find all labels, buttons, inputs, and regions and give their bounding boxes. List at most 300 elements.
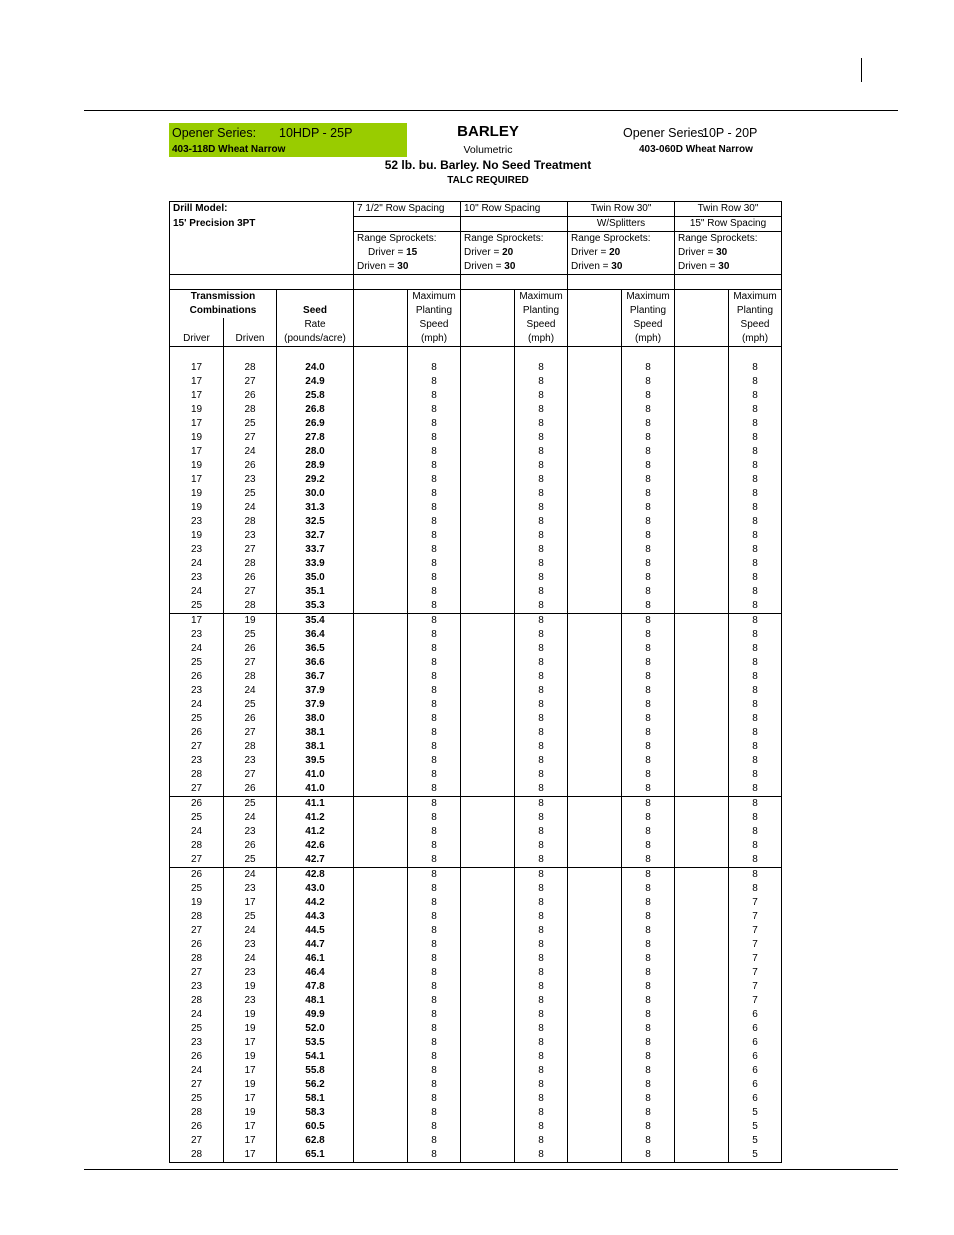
driver-cell: 17 bbox=[170, 473, 224, 487]
seed-rate-cell: 52.0 bbox=[277, 1022, 354, 1036]
speed-twin-15-cell: 8 bbox=[729, 487, 782, 501]
spacer-cell bbox=[354, 417, 408, 431]
table-row bbox=[170, 585, 782, 599]
speed-10-cell: 8 bbox=[515, 811, 568, 825]
speed-7-5-cell: 8 bbox=[408, 515, 461, 529]
table-row bbox=[170, 403, 782, 417]
table-row bbox=[170, 1120, 782, 1134]
speed-twin-splitters-cell: 8 bbox=[622, 515, 675, 529]
spacer-cell bbox=[675, 1148, 729, 1163]
speed-twin-splitters-cell: 8 bbox=[622, 768, 675, 782]
left-opener-part: 403-118D Wheat Narrow bbox=[172, 144, 286, 155]
speed-twin-splitters-cell: 8 bbox=[622, 375, 675, 389]
speed-7-5-cell: 8 bbox=[408, 431, 461, 445]
driven-cell: 17 bbox=[224, 1092, 277, 1106]
driven-cell: 17 bbox=[224, 1148, 277, 1163]
page-title: BARLEY bbox=[457, 123, 519, 140]
speed-7-5-cell: 8 bbox=[408, 740, 461, 754]
speed-10-cell: 8 bbox=[515, 1008, 568, 1022]
speed-10-cell: 8 bbox=[515, 797, 568, 812]
spacer-cell bbox=[354, 473, 408, 487]
speed-7-5-cell: 8 bbox=[408, 1008, 461, 1022]
spacer-cell bbox=[354, 952, 408, 966]
speed-twin-15-cell: 8 bbox=[729, 571, 782, 585]
spacer-cell bbox=[461, 1036, 515, 1050]
driver-cell: 28 bbox=[170, 910, 224, 924]
left-opener-value: 10HDP - 25P bbox=[279, 126, 353, 140]
seed-rate-cell: 62.8 bbox=[277, 1134, 354, 1148]
spacer-cell bbox=[354, 896, 408, 910]
spacer-cell bbox=[354, 403, 408, 417]
speed-twin-splitters-cell: 8 bbox=[622, 825, 675, 839]
spacer-cell bbox=[461, 910, 515, 924]
speed-7-5-cell: 8 bbox=[408, 797, 461, 812]
driver-cell: 19 bbox=[170, 896, 224, 910]
spacer-cell bbox=[568, 1050, 622, 1064]
speed-10-cell: 8 bbox=[515, 1148, 568, 1163]
speed-7-5-cell: 8 bbox=[408, 684, 461, 698]
spacer-cell bbox=[675, 811, 729, 825]
speed-twin-splitters-cell: 8 bbox=[622, 782, 675, 797]
driver-cell: 28 bbox=[170, 768, 224, 782]
spacer-cell bbox=[568, 557, 622, 571]
speed-twin-splitters-cell: 8 bbox=[622, 543, 675, 557]
spacer-cell bbox=[461, 740, 515, 754]
speed-twin-splitters-cell: 8 bbox=[622, 656, 675, 670]
speed-twin-15-cell: 8 bbox=[729, 628, 782, 642]
spacer-cell bbox=[354, 614, 408, 629]
speed-twin-splitters-cell: 8 bbox=[622, 684, 675, 698]
table-row bbox=[170, 740, 782, 754]
spacer-cell bbox=[568, 501, 622, 515]
seed-rate-cell: 25.8 bbox=[277, 389, 354, 403]
table-row bbox=[170, 445, 782, 459]
table-row bbox=[170, 797, 782, 812]
speed-twin-15-cell: 8 bbox=[729, 375, 782, 389]
max-speed-h1-c: Speed bbox=[408, 318, 461, 332]
spacing-4-line1: Twin Row 30" bbox=[675, 202, 782, 217]
seed-rate-cell: 65.1 bbox=[277, 1148, 354, 1163]
seed-rate-cell: 36.7 bbox=[277, 670, 354, 684]
speed-10-cell: 8 bbox=[515, 445, 568, 459]
top-rule bbox=[84, 110, 898, 111]
speed-twin-splitters-cell: 8 bbox=[622, 557, 675, 571]
table-row bbox=[170, 1134, 782, 1148]
max-speed-h4-c: Speed bbox=[729, 318, 782, 332]
spacer-cell bbox=[675, 910, 729, 924]
spacer-cell bbox=[568, 431, 622, 445]
spacer-cell bbox=[461, 1148, 515, 1163]
speed-twin-splitters-cell: 8 bbox=[622, 670, 675, 684]
spacer-cell bbox=[354, 1148, 408, 1163]
seed-rate-cell: 35.3 bbox=[277, 599, 354, 614]
spacer-cell bbox=[675, 389, 729, 403]
seed-rate-cell: 24.9 bbox=[277, 375, 354, 389]
seed-rate-cell: 35.0 bbox=[277, 571, 354, 585]
spacer-cell bbox=[354, 740, 408, 754]
driven-cell: 23 bbox=[224, 882, 277, 896]
speed-7-5-cell: 8 bbox=[408, 459, 461, 473]
speed-twin-15-cell: 8 bbox=[729, 712, 782, 726]
spacer-cell bbox=[461, 501, 515, 515]
table-row bbox=[170, 868, 782, 883]
speed-twin-15-cell: 6 bbox=[729, 1064, 782, 1078]
table-row bbox=[170, 1064, 782, 1078]
speed-7-5-cell: 8 bbox=[408, 529, 461, 543]
spacer-cell bbox=[354, 797, 408, 812]
spacer-cell bbox=[461, 515, 515, 529]
seed-rate-cell: 29.2 bbox=[277, 473, 354, 487]
speed-twin-splitters-cell: 8 bbox=[622, 853, 675, 868]
spacer-cell bbox=[675, 797, 729, 812]
spacer-cell bbox=[568, 768, 622, 782]
spacer-cell bbox=[461, 1106, 515, 1120]
speed-7-5-cell: 8 bbox=[408, 543, 461, 557]
speed-twin-splitters-cell: 8 bbox=[622, 417, 675, 431]
speed-twin-splitters-cell: 8 bbox=[622, 599, 675, 614]
spacer-cell bbox=[568, 361, 622, 375]
driver-cell: 27 bbox=[170, 1134, 224, 1148]
table-row bbox=[170, 712, 782, 726]
table-row bbox=[170, 656, 782, 670]
speed-twin-15-cell: 7 bbox=[729, 952, 782, 966]
table-row bbox=[170, 529, 782, 543]
driver-cell: 19 bbox=[170, 403, 224, 417]
driven-cell: 26 bbox=[224, 642, 277, 656]
table-row bbox=[170, 642, 782, 656]
speed-twin-splitters-cell: 8 bbox=[622, 1022, 675, 1036]
speed-7-5-cell: 8 bbox=[408, 882, 461, 896]
spacer-cell bbox=[568, 614, 622, 629]
driven-cell: 24 bbox=[224, 445, 277, 459]
spacer-cell bbox=[568, 839, 622, 853]
seed-rate-cell: 41.0 bbox=[277, 768, 354, 782]
spacer-cell bbox=[461, 417, 515, 431]
speed-7-5-cell: 8 bbox=[408, 966, 461, 980]
driver-cell: 23 bbox=[170, 754, 224, 768]
speed-twin-splitters-cell: 8 bbox=[622, 1064, 675, 1078]
driver-cell: 19 bbox=[170, 529, 224, 543]
spacer-cell bbox=[354, 839, 408, 853]
spacer-cell bbox=[675, 980, 729, 994]
spacer-cell bbox=[461, 811, 515, 825]
speed-10-cell: 8 bbox=[515, 924, 568, 938]
speed-twin-15-cell: 8 bbox=[729, 403, 782, 417]
driver-cell: 25 bbox=[170, 712, 224, 726]
speed-7-5-cell: 8 bbox=[408, 782, 461, 797]
driven-cell: 25 bbox=[224, 853, 277, 868]
driven-cell: 23 bbox=[224, 754, 277, 768]
spacer-cell bbox=[568, 529, 622, 543]
spacer-cell bbox=[675, 712, 729, 726]
spacer-cell bbox=[568, 1064, 622, 1078]
speed-10-cell: 8 bbox=[515, 1078, 568, 1092]
max-speed-h2-d: (mph) bbox=[515, 332, 568, 347]
speed-10-cell: 8 bbox=[515, 529, 568, 543]
spacer-cell bbox=[354, 628, 408, 642]
speed-7-5-cell: 8 bbox=[408, 557, 461, 571]
driver-cell: 27 bbox=[170, 966, 224, 980]
spacer-cell bbox=[675, 782, 729, 797]
speed-twin-splitters-cell: 8 bbox=[622, 403, 675, 417]
speed-10-cell: 8 bbox=[515, 1106, 568, 1120]
driver-cell: 24 bbox=[170, 585, 224, 599]
speed-twin-splitters-cell: 8 bbox=[622, 1148, 675, 1163]
spacer-cell bbox=[568, 712, 622, 726]
speed-7-5-cell: 8 bbox=[408, 853, 461, 868]
driven-cell: 27 bbox=[224, 726, 277, 740]
driver-cell: 24 bbox=[170, 698, 224, 712]
seed-rate-cell: 44.7 bbox=[277, 938, 354, 952]
speed-twin-splitters-cell: 8 bbox=[622, 361, 675, 375]
speed-twin-15-cell: 8 bbox=[729, 698, 782, 712]
driven-cell: 19 bbox=[224, 1008, 277, 1022]
speed-twin-15-cell: 8 bbox=[729, 740, 782, 754]
spacer-cell bbox=[461, 952, 515, 966]
speed-10-cell: 8 bbox=[515, 684, 568, 698]
table-row bbox=[170, 1036, 782, 1050]
spacing-4-driver: Driver = 30 bbox=[675, 246, 782, 260]
spacer-cell bbox=[461, 1078, 515, 1092]
speed-7-5-cell: 8 bbox=[408, 896, 461, 910]
max-speed-h1-a: Maximum bbox=[408, 290, 461, 305]
seed-rate-cell: 44.2 bbox=[277, 896, 354, 910]
left-opener-label: Opener Series: bbox=[172, 126, 257, 140]
spacer-cell bbox=[461, 473, 515, 487]
spacer-cell bbox=[568, 896, 622, 910]
speed-7-5-cell: 8 bbox=[408, 1092, 461, 1106]
driven-cell: 28 bbox=[224, 361, 277, 375]
spacing-4-sprockets: Range Sprockets: bbox=[675, 232, 782, 247]
spacer-cell bbox=[354, 557, 408, 571]
spacer-cell bbox=[675, 529, 729, 543]
speed-7-5-cell: 8 bbox=[408, 712, 461, 726]
spacer-cell bbox=[675, 515, 729, 529]
seed-rate-cell: 32.5 bbox=[277, 515, 354, 529]
spacer-cell bbox=[354, 768, 408, 782]
seed-rate-cell: 24.0 bbox=[277, 361, 354, 375]
max-speed-h4-d: (mph) bbox=[729, 332, 782, 347]
spacer-cell bbox=[675, 952, 729, 966]
speed-7-5-cell: 8 bbox=[408, 1064, 461, 1078]
table-row bbox=[170, 1022, 782, 1036]
speed-10-cell: 8 bbox=[515, 1022, 568, 1036]
driven-cell: 28 bbox=[224, 670, 277, 684]
transmission-header-2: Combinations bbox=[170, 304, 277, 318]
spacer-cell bbox=[354, 712, 408, 726]
speed-10-cell: 8 bbox=[515, 642, 568, 656]
table-row bbox=[170, 1050, 782, 1064]
speed-7-5-cell: 8 bbox=[408, 403, 461, 417]
spacer-cell bbox=[675, 417, 729, 431]
speed-twin-15-cell: 8 bbox=[729, 614, 782, 629]
speed-10-cell: 8 bbox=[515, 754, 568, 768]
spacer-cell bbox=[461, 599, 515, 614]
spacer-cell bbox=[461, 670, 515, 684]
spacer-cell bbox=[675, 684, 729, 698]
seed-rate-cell: 49.9 bbox=[277, 1008, 354, 1022]
speed-10-cell: 8 bbox=[515, 656, 568, 670]
speed-twin-15-cell: 8 bbox=[729, 529, 782, 543]
spacer-cell bbox=[354, 825, 408, 839]
spacer-cell bbox=[461, 966, 515, 980]
speed-twin-15-cell: 8 bbox=[729, 389, 782, 403]
spacer-cell bbox=[568, 726, 622, 740]
spacing-3-driven: Driven = 30 bbox=[568, 260, 675, 275]
driver-cell: 25 bbox=[170, 656, 224, 670]
spacer-cell bbox=[461, 459, 515, 473]
spacer-cell bbox=[354, 684, 408, 698]
spacer-cell bbox=[354, 501, 408, 515]
speed-twin-15-cell: 8 bbox=[729, 797, 782, 812]
spacer-cell bbox=[461, 1008, 515, 1022]
speed-10-cell: 8 bbox=[515, 571, 568, 585]
speed-twin-15-cell: 8 bbox=[729, 361, 782, 375]
seed-rate-cell: 39.5 bbox=[277, 754, 354, 768]
speed-10-cell: 8 bbox=[515, 868, 568, 883]
speed-twin-15-cell: 8 bbox=[729, 543, 782, 557]
driven-cell: 28 bbox=[224, 740, 277, 754]
table-row bbox=[170, 599, 782, 614]
table-row bbox=[170, 459, 782, 473]
speed-7-5-cell: 8 bbox=[408, 585, 461, 599]
speed-7-5-cell: 8 bbox=[408, 628, 461, 642]
seed-rate-cell: 26.8 bbox=[277, 403, 354, 417]
speed-twin-15-cell: 5 bbox=[729, 1134, 782, 1148]
talc-note: TALC REQUIRED bbox=[447, 175, 529, 186]
speed-twin-splitters-cell: 8 bbox=[622, 924, 675, 938]
seed-rate-cell: 38.0 bbox=[277, 712, 354, 726]
driven-cell: 23 bbox=[224, 825, 277, 839]
driven-cell: 24 bbox=[224, 868, 277, 883]
driven-cell: 17 bbox=[224, 1036, 277, 1050]
spacer-cell bbox=[354, 924, 408, 938]
driver-cell: 23 bbox=[170, 543, 224, 557]
table-row bbox=[170, 1106, 782, 1120]
driven-cell: 25 bbox=[224, 417, 277, 431]
driven-cell: 26 bbox=[224, 389, 277, 403]
spacer-cell bbox=[354, 1120, 408, 1134]
seed-rate-cell: 33.7 bbox=[277, 543, 354, 557]
driver-cell: 19 bbox=[170, 501, 224, 515]
table-row bbox=[170, 417, 782, 431]
spacer-cell bbox=[461, 656, 515, 670]
spacer-cell bbox=[461, 768, 515, 782]
seed-rate-cell: 46.4 bbox=[277, 966, 354, 980]
spacer-cell bbox=[461, 614, 515, 629]
speed-10-cell: 8 bbox=[515, 670, 568, 684]
speed-7-5-cell: 8 bbox=[408, 599, 461, 614]
speed-10-cell: 8 bbox=[515, 839, 568, 853]
speed-twin-15-cell: 8 bbox=[729, 599, 782, 614]
seed-rate-cell: 43.0 bbox=[277, 882, 354, 896]
table-row bbox=[170, 670, 782, 684]
speed-twin-splitters-cell: 8 bbox=[622, 952, 675, 966]
spacer-cell bbox=[461, 1120, 515, 1134]
seed-rate-cell: 38.1 bbox=[277, 740, 354, 754]
speed-twin-15-cell: 8 bbox=[729, 684, 782, 698]
speed-7-5-cell: 8 bbox=[408, 417, 461, 431]
driven-cell: 28 bbox=[224, 403, 277, 417]
max-speed-h1-d: (mph) bbox=[408, 332, 461, 347]
seed-rate-cell: 33.9 bbox=[277, 557, 354, 571]
spacer-cell bbox=[461, 782, 515, 797]
driver-cell: 23 bbox=[170, 628, 224, 642]
seed-rate-h-a: Seed bbox=[277, 304, 354, 318]
speed-twin-splitters-cell: 8 bbox=[622, 1120, 675, 1134]
driver-cell: 28 bbox=[170, 952, 224, 966]
driven-cell: 19 bbox=[224, 1106, 277, 1120]
spacer-cell bbox=[354, 811, 408, 825]
spacer-cell bbox=[568, 952, 622, 966]
speed-twin-splitters-cell: 8 bbox=[622, 585, 675, 599]
driver-cell: 26 bbox=[170, 868, 224, 883]
speed-twin-15-cell: 8 bbox=[729, 585, 782, 599]
seed-description: 52 lb. bu. Barley. No Seed Treatment bbox=[384, 158, 592, 172]
driven-cell: 26 bbox=[224, 459, 277, 473]
speed-twin-splitters-cell: 8 bbox=[622, 938, 675, 952]
spacer-cell bbox=[675, 599, 729, 614]
driver-cell: 24 bbox=[170, 1064, 224, 1078]
spacer-cell bbox=[675, 571, 729, 585]
driver-cell: 24 bbox=[170, 557, 224, 571]
table-row bbox=[170, 952, 782, 966]
spacer-cell bbox=[461, 797, 515, 812]
spacer-cell bbox=[461, 375, 515, 389]
spacer-cell bbox=[568, 938, 622, 952]
spacing-2-driver: Driver = 20 bbox=[461, 246, 568, 260]
spacer-cell bbox=[354, 910, 408, 924]
max-speed-h4-a: Maximum bbox=[729, 290, 782, 305]
spacer-cell bbox=[354, 966, 408, 980]
speed-7-5-cell: 8 bbox=[408, 375, 461, 389]
speed-twin-15-cell: 8 bbox=[729, 642, 782, 656]
speed-7-5-cell: 8 bbox=[408, 670, 461, 684]
spacer-cell bbox=[461, 1022, 515, 1036]
speed-twin-splitters-cell: 8 bbox=[622, 642, 675, 656]
speed-twin-splitters-cell: 8 bbox=[622, 1106, 675, 1120]
driven-cell: 25 bbox=[224, 628, 277, 642]
spacer-cell bbox=[568, 1092, 622, 1106]
speed-twin-splitters-cell: 8 bbox=[622, 980, 675, 994]
seed-rate-cell: 38.1 bbox=[277, 726, 354, 740]
speed-7-5-cell: 8 bbox=[408, 445, 461, 459]
speed-10-cell: 8 bbox=[515, 501, 568, 515]
speed-7-5-cell: 8 bbox=[408, 642, 461, 656]
driven-cell: 23 bbox=[224, 529, 277, 543]
speed-7-5-cell: 8 bbox=[408, 952, 461, 966]
spacer-cell bbox=[354, 431, 408, 445]
spacer-cell bbox=[568, 811, 622, 825]
max-speed-h3-d: (mph) bbox=[622, 332, 675, 347]
speed-7-5-cell: 8 bbox=[408, 1134, 461, 1148]
spacer-cell bbox=[461, 1134, 515, 1148]
driven-cell: 25 bbox=[224, 487, 277, 501]
driven-cell: 17 bbox=[224, 1134, 277, 1148]
speed-twin-15-cell: 8 bbox=[729, 811, 782, 825]
table-row bbox=[170, 726, 782, 740]
table-row bbox=[170, 853, 782, 868]
speed-7-5-cell: 8 bbox=[408, 839, 461, 853]
seed-rate-table bbox=[169, 201, 782, 1163]
speed-twin-15-cell: 8 bbox=[729, 839, 782, 853]
speed-7-5-cell: 8 bbox=[408, 571, 461, 585]
max-speed-h1-b: Planting bbox=[408, 304, 461, 318]
spacer-cell bbox=[354, 656, 408, 670]
speed-10-cell: 8 bbox=[515, 853, 568, 868]
speed-7-5-cell: 8 bbox=[408, 1036, 461, 1050]
spacer-cell bbox=[568, 543, 622, 557]
